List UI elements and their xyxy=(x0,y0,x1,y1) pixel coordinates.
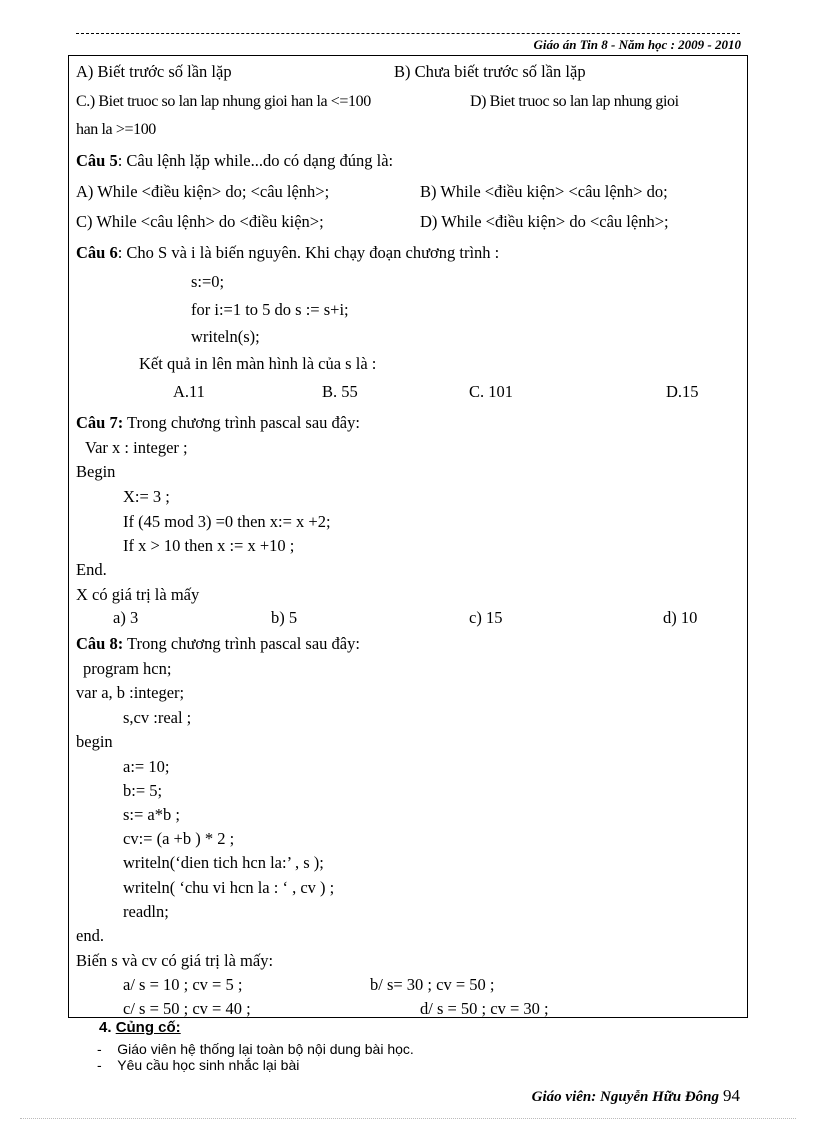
bullet: - xyxy=(97,1057,102,1073)
q4-option-b: B) Chưa biết trước số lần lặp xyxy=(394,62,586,81)
q7-stem xyxy=(76,413,360,433)
q6-result: Kết quả in lên màn hình là của s là : xyxy=(139,354,377,373)
q6-stem xyxy=(76,243,499,263)
q8-code-line: program hcn; xyxy=(83,659,172,678)
q5-label: Câu 5 xyxy=(76,151,118,170)
q6-label: Câu 6 xyxy=(76,243,118,262)
page-number: 94 xyxy=(723,1086,740,1105)
q8-code-line: writeln( ‘chu vi hcn la : ‘ , cv ) ; xyxy=(123,878,335,897)
consolidation-number: 4. xyxy=(99,1019,112,1036)
q8-answer-a: a/ s = 10 ; cv = 5 ; xyxy=(123,975,243,994)
q5-option-c: C) While <câu lệnh> do <điều kiện>; xyxy=(76,212,324,231)
q7-code-line: If (45 mod 3) =0 then x:= x +2; xyxy=(123,512,331,531)
q8-code-line: begin xyxy=(76,732,113,751)
q5-option-b: B) While <điều kiện> <câu lệnh> do; xyxy=(420,182,668,201)
top-dashed-rule xyxy=(76,33,740,34)
q8-answer-b: b/ s= 30 ; cv = 50 ; xyxy=(370,975,495,994)
consolidation-heading xyxy=(99,1019,181,1036)
consolidation-item xyxy=(97,1057,299,1073)
consolidation-item xyxy=(97,1041,414,1057)
q6-code-line: for i:=1 to 5 do s := s+i; xyxy=(191,300,349,319)
q6-answer-b: B. 55 xyxy=(322,382,358,401)
q6-answer-d: D.15 xyxy=(666,382,699,401)
q8-code-line: s,cv :real ; xyxy=(123,708,192,727)
q4-option-d: D) Biet truoc so lan lap nhung gioi xyxy=(470,93,679,110)
q6-text: : Cho S và i là biến nguyên. Khi chạy đoạn chương trình : xyxy=(117,243,500,262)
q7-text: Trong chương trình pascal sau đây: xyxy=(123,413,360,432)
q6-answer-a: A.11 xyxy=(173,382,205,401)
consolidation-title: Củng cố: xyxy=(115,1019,181,1036)
q6-answer-c: C. 101 xyxy=(469,382,514,401)
q6-code-line: s:=0; xyxy=(191,272,225,291)
q8-text: Trong chương trình pascal sau đây: xyxy=(123,634,360,653)
q8-code-line: end. xyxy=(76,926,104,945)
q8-code-line: var a, b :integer; xyxy=(76,683,185,702)
consolidation-item-text: Giáo viên hệ thống lại toàn bộ nội dung bài học. xyxy=(117,1041,414,1057)
q5-option-d: D) While <điều kiện> do <câu lệnh>; xyxy=(420,212,669,231)
q4-option-d-cont: han la >=100 xyxy=(76,121,156,138)
q4-option-c: C.) Biet truoc so lan lap nhung gioi han la <=100 xyxy=(76,93,371,110)
q7-answer-a: a) 3 xyxy=(113,608,139,627)
q5-text: : Câu lệnh lặp while...do có dạng đúng là: xyxy=(117,151,394,170)
q8-label: Câu 8: xyxy=(76,634,124,653)
q8-code-line: b:= 5; xyxy=(123,781,163,800)
q8-answer-d: d/ s = 50 ; cv = 30 ; xyxy=(420,999,549,1018)
q8-stem xyxy=(76,634,360,654)
q8-code-line: cv:= (a +b ) * 2 ; xyxy=(123,829,235,848)
q4-option-a: A) Biết trước số lần lặp xyxy=(76,62,232,81)
teacher-signature xyxy=(532,1086,740,1106)
q8-code-line: a:= 10; xyxy=(123,757,170,776)
q7-label: Câu 7: xyxy=(76,413,124,432)
q6-code-line: writeln(s); xyxy=(191,327,260,346)
q8-code-line: writeln(‘dien tich hcn la:’ , s ); xyxy=(123,853,324,872)
consolidation-item-text: Yêu cầu học sinh nhắc lại bài xyxy=(117,1057,300,1073)
q7-code-line: Var x : integer ; xyxy=(85,438,188,457)
q7-code-line: If x > 10 then x := x +10 ; xyxy=(123,536,295,555)
q5-stem xyxy=(76,151,393,171)
q5-option-a: A) While <điều kiện> do; <câu lệnh>; xyxy=(76,182,330,201)
bullet: - xyxy=(97,1041,102,1057)
q8-code-line: s:= a*b ; xyxy=(123,805,180,824)
q7-answer-c: c) 15 xyxy=(469,608,503,627)
q8-code-line: readln; xyxy=(123,902,169,921)
q7-code-line: X:= 3 ; xyxy=(123,487,170,506)
bottom-rule xyxy=(20,1118,796,1119)
q7-question: X có giá trị là mấy xyxy=(76,585,200,604)
q7-answer-b: b) 5 xyxy=(271,608,298,627)
q8-answer-c: c/ s = 50 ; cv = 40 ; xyxy=(123,999,251,1018)
teacher-name: Giáo viên: Nguyễn Hữu Đông xyxy=(531,1089,719,1105)
page-header: Giáo án Tin 8 - Năm học : 2009 - 2010 xyxy=(533,37,741,52)
q8-question: Biến s và cv có giá trị là mấy: xyxy=(76,951,274,970)
q7-code-line: End. xyxy=(76,560,107,579)
q7-answer-d: d) 10 xyxy=(663,608,698,627)
q7-code-line: Begin xyxy=(76,462,116,481)
